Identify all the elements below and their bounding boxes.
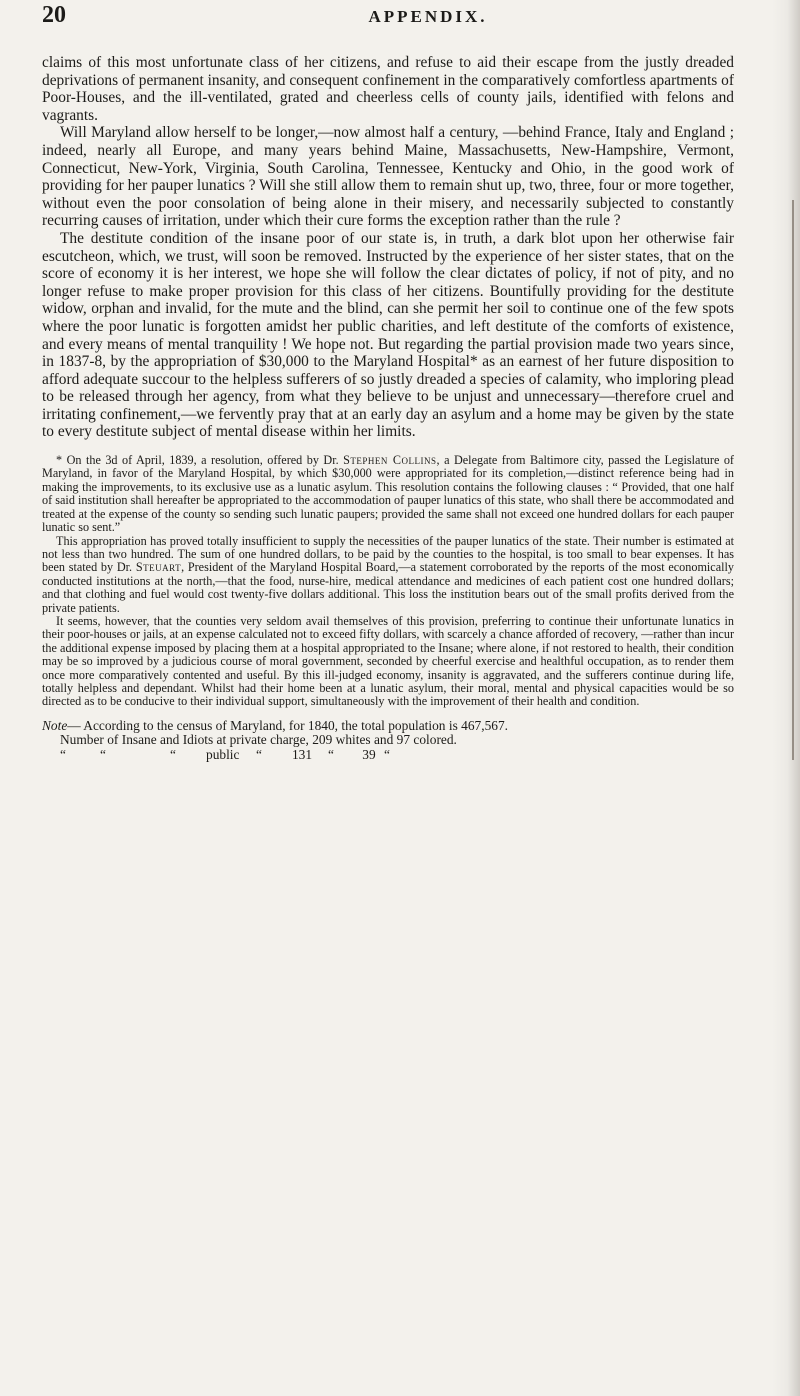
note-text: — According to the census of Maryland, for 1840, the total population is 467,567. (67, 717, 508, 733)
running-head: APPENDIX. (368, 7, 488, 26)
note-line (42, 719, 734, 734)
page-edge-line (792, 200, 794, 760)
note-cell: public (206, 746, 240, 762)
footnote (42, 454, 734, 534)
page-header (42, 0, 734, 54)
body-text (42, 54, 734, 441)
ditto-mark: “ (100, 746, 106, 762)
note-line: Number of Insane and Idiots at private charge, 209 whites and 97 colored. (60, 732, 457, 748)
paragraph: claims of this most unfortunate class of her citizens, and refuse to aid their escape from the justly dreaded deprivations of permanent insanity, and consequent confinement in the comparatively comfortless apartments of Poor-Houses, and the ill-ventilated, grated and cheerless cells of county jails, identified with felons and vagrants. (42, 54, 734, 124)
footnote-name: Stephen Collins (343, 453, 437, 468)
footnote-text: This appropriation has proved totally insufficient to supply the necessities of the pauper lunatics of the state. Their number is estimated at not less than two hundred. The sum of one hundred dollars, to be paid by the counties to the hospital, is too small to bear expenses. It has been stated by Dr. (42, 533, 734, 575)
footnotes (42, 454, 734, 709)
paragraph: Will Maryland allow herself to be longer,—now almost half a century, —behind France, Italy and England ; indeed, nearly all Europe, and many years behind Maine, Massachusetts, New-Hampshire, Vermont, Connecticut, New-York, Virginia, South Carolina, Tennessee, Kentucky and Ohio, in the good work of providing for her pauper lunatics ? Will she still allow them to remain shut up, two, three, four or more together, without even the poor consolation of being alone in their misery, and necessarily subjected to constantly recurring causes of irritation, under which their cure forms the exception rather than the rule ? (42, 124, 734, 230)
page-edge-shadow (772, 0, 800, 1396)
note-lead: Note (42, 717, 68, 733)
footnote: It seems, however, that the counties very seldom avail themselves of this provision, preferring to continue their unfortunate lunatics in their poor-houses or jails, at an expense calculated not to exceed fifty dollars, with scarcely a chance afforded of recovery, —rather than incur the additional expense imposed by placing them at a hospital appropriated to the Insane; where alone, if not restored to health, their condition may be so improved by a judicious course of moral government, seconded by cheerful exercise and healthful occupation, as to render them once more comparatively contented and useful. By this ill-judged economy, insanity is aggravated, and the sufferers continue during life, totally helpless and dependant. Whilst had their home been at a lunatic asylum, their moral, mental and physical capacities would be so directed as to be conducive to their individual support, simultaneously with the improvement of their health and condition. (42, 613, 734, 709)
ditto-mark: “ (384, 746, 390, 762)
ditto-mark: “ (170, 746, 176, 762)
ditto-mark: “ (328, 746, 334, 762)
paragraph: The destitute condition of the insane poor of our state is, in truth, a dark blot upon her otherwise fair escutcheon, which, we trust, will soon be removed. Instructed by the experience of her sister states, that on the score of economy it is her interest, we hope she will follow the clear dictates of policy, if not of pity, and no longer refuse to make proper provision for this class of her citizens. Bountifully providing for the destitute widow, orphan and invalid, for the mute and the blind, can she permit her soil to continue one of the few spots where the poor lunatic is forgotten amidst her public charities, and left destitute of the comforts of existence, and every means of mental tranquility ! We hope not. But regarding the partial provision made two years since, in 1837-8, by the appropriation of $30,000 to the Maryland Hospital* as an earnest of her future disposition to afford adequate succour to the helpless sufferers of so justly dreaded a species of calamity, who imploring plead to be released through her agency, from what they believe to be unjust and unnecessary—therefore cruel and irritating confinement,—we fervently pray that at an early day an asylum and a home may be given by the state to every destitute subject of mental disease within her limits. (42, 229, 734, 441)
footnote-text: * On the 3d of April, 1839, a resolution, offered by Dr. (56, 453, 344, 468)
page-number: 20 (42, 2, 66, 28)
footnote-name: Steuart (135, 560, 182, 575)
footnote-text: , President of the Maryland Hospital Board,—a statement corroborated by the reports of the most economically conducted institutions at the north,—that the food, nurse-hire, medical attendance and medicines of each patient cost one hundred dollars; and that clothing and fuel would cost twenty-five dollars additional. This loss the institution bears out of the small profits derived from the private patients. (42, 560, 734, 615)
footnote (42, 535, 734, 615)
note-cell: 39 (362, 746, 376, 762)
census-note (42, 719, 734, 763)
ditto-mark: “ (256, 746, 262, 762)
footnote-text: , a Delegate from Baltimore city, passed the Legislature of Maryland, in favor of the Maryland Hospital, by which $30,000 were appropriated for its completion,—distinct reference being had in making the improvements, to its exclusive use as a lunatic asylum. This resolution contains the following clauses : “ Provided, that one half of said institution shall hereafter be appropriated to the accommodation of pauper lunatics of this state, who shall there be accommodated and treated at the expense of the county so sending such lunatic paupers; provided the same shall not exceed one hundred dollars for each pauper lunatic so sent.” (42, 453, 734, 535)
ditto-mark: “ (60, 746, 66, 762)
note-row (42, 748, 734, 763)
note-cell: 131 (291, 746, 313, 762)
